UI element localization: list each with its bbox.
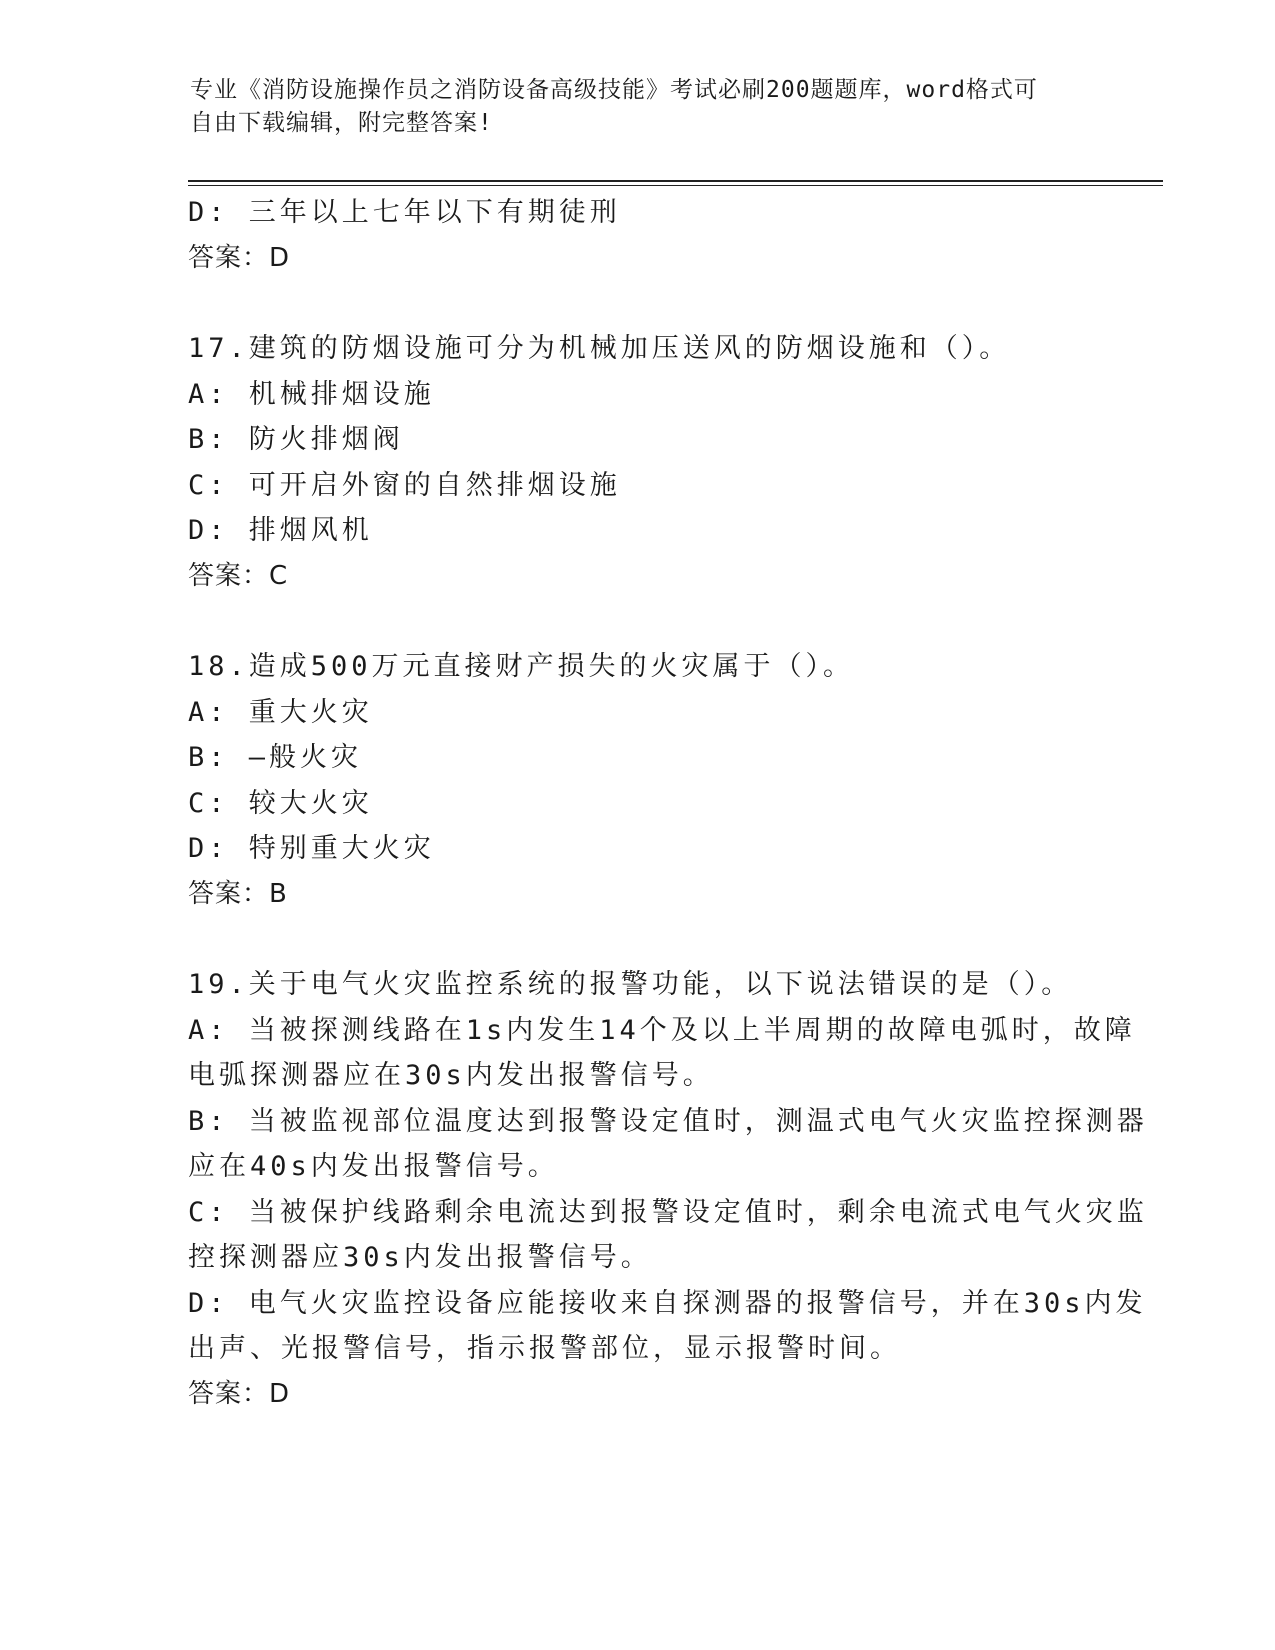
document-body (188, 190, 1148, 1417)
option-d: D: 特别重大火灾 (188, 833, 435, 864)
question-19 (188, 962, 1148, 1417)
option-b: B: 防火排烟阀 (188, 424, 404, 455)
option-b-continued: 应在40s内发出报警信号。 (188, 1151, 559, 1182)
option-a: A: 当被探测线路在1s内发生14个及以上半周期的故障电弧时，故障 (188, 1014, 1136, 1046)
option-d: D: 排烟风机 (188, 515, 373, 546)
option-b: B: 当被监视部位温度达到报警设定值时，测温式电气火灾监控探测器 (188, 1105, 1148, 1137)
option-c: C: 当被保护线路剩余电流达到报警设定值时，剩余电流式电气火灾监 (188, 1196, 1148, 1228)
option-c-continued: 控探测器应30s内发出报警信号。 (188, 1242, 652, 1273)
question-17 (188, 326, 1088, 599)
header-line-2: 自由下载编辑，附完整答案! (190, 110, 493, 136)
option-d: D: 三年以上七年以下有期徒刑 (188, 197, 621, 228)
question-16-tail (188, 190, 1088, 281)
answer-line: 答案：B (188, 878, 288, 909)
document-header (190, 74, 1090, 140)
header-divider-thick (188, 180, 1163, 182)
option-c: C: 较大火灾 (188, 787, 373, 819)
question-stem: 18.造成500万元直接财产损失的火灾属于（）。 (188, 651, 855, 682)
question-stem: 17.建筑的防烟设施可分为机械加压送风的防烟设施和（）。 (188, 333, 1011, 364)
question-18 (188, 644, 1088, 917)
header-divider-thin (188, 185, 1163, 186)
option-c: C: 可开启外窗的自然排烟设施 (188, 469, 621, 501)
option-d-continued: 出声、光报警信号，指示报警部位，显示报警时间。 (188, 1333, 901, 1364)
option-a: A: 机械排烟设施 (188, 378, 435, 410)
answer-line: 答案：C (188, 560, 289, 591)
option-d: D: 电气火灾监控设备应能接收来自探测器的报警信号，并在30s内发 (188, 1287, 1147, 1319)
answer-line: 答案：D (188, 1378, 291, 1409)
header-line-1: 专业《消防设施操作员之消防设备高级技能》考试必刷200题题库，word格式可 (190, 77, 1038, 103)
option-a: A: 重大火灾 (188, 696, 373, 728)
option-a-continued: 电弧探测器应在30s内发出报警信号。 (188, 1060, 714, 1091)
question-stem: 19.关于电气火灾监控系统的报警功能，以下说法错误的是（）。 (188, 969, 1073, 1000)
answer-line: 答案：D (188, 242, 291, 273)
option-b: B: —般火灾 (188, 742, 363, 773)
